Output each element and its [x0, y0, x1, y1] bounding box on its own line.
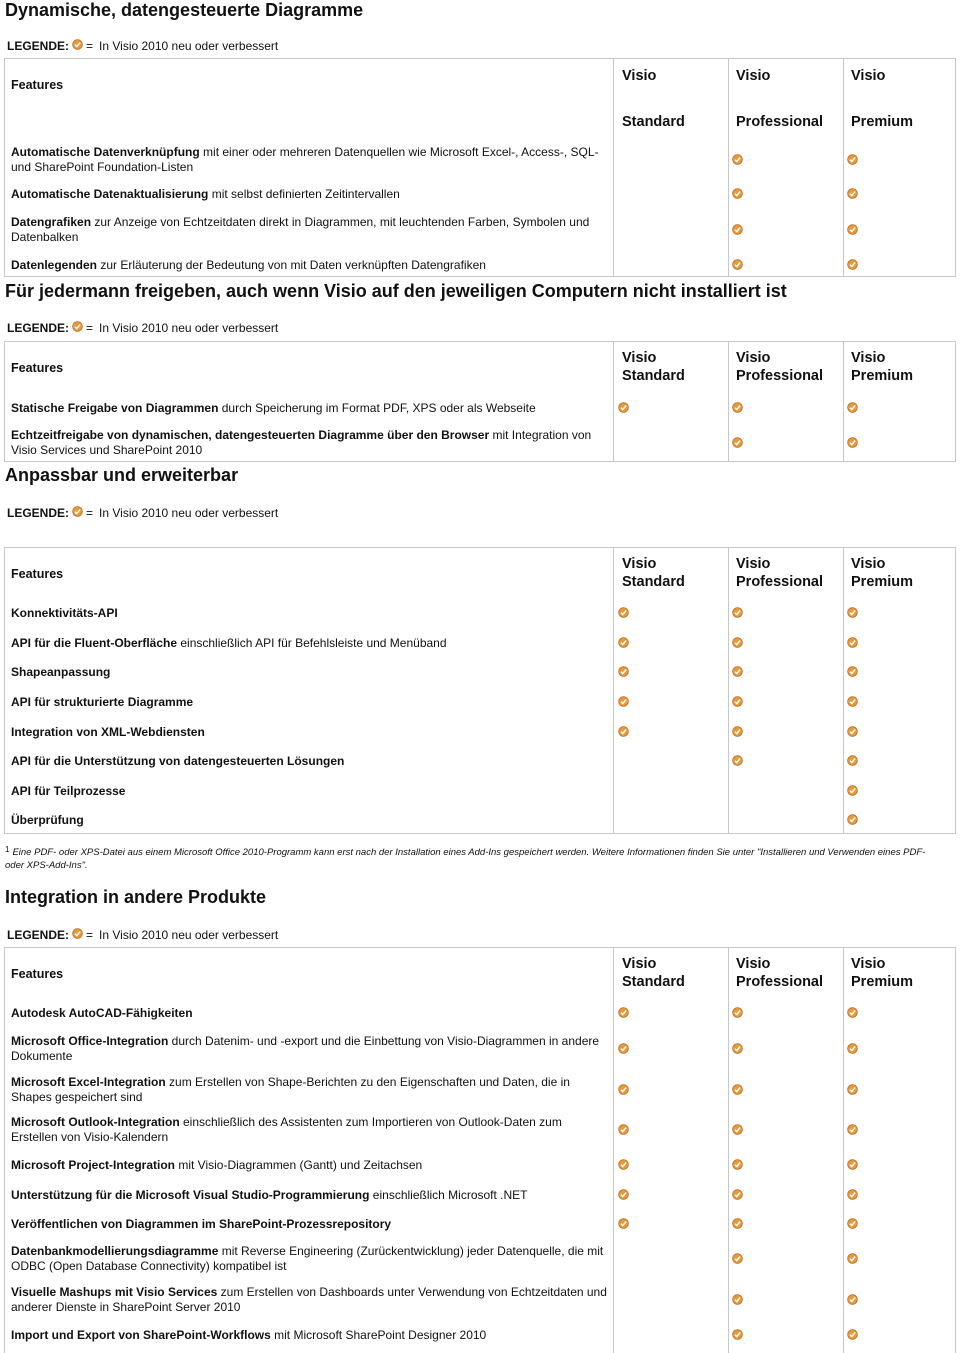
check-icon [618, 1084, 629, 1095]
check-icon [847, 259, 858, 270]
column-divider [728, 59, 729, 276]
check-icon [618, 607, 629, 618]
check-icon [847, 1084, 858, 1095]
check-icon [732, 259, 743, 270]
section-title: Anpassbar und erweiterbar [5, 465, 239, 485]
feature-description: einschließlich Microsoft .NET [369, 1188, 528, 1202]
check-icon [618, 1189, 629, 1200]
feature-name: Unterstützung für die Microsoft Visual Studio-Programmierung [11, 1188, 370, 1202]
legend-equals: = [86, 39, 94, 53]
feature-name: API für die Fluent-Oberfläche [11, 636, 178, 650]
check-icon [847, 726, 858, 737]
feature-row [11, 1158, 611, 1173]
header-standard: Visio Standard [622, 556, 685, 590]
feature-description: zum Erstellen von Shape-Berichten zu den Eigenschaften und Daten, die in Shapes gespeichert sind [11, 1075, 570, 1104]
check-icon [618, 1218, 629, 1229]
check-icon [618, 1043, 629, 1054]
check-icon [732, 154, 743, 165]
feature-description: mit einer oder mehreren Datenquellen wie Microsoft Excel-, Access-, SQL- und SharePoint Foundation-Listen [11, 145, 599, 174]
feature-row [11, 428, 611, 458]
legend-label: LEGENDE: [7, 39, 70, 53]
column-divider [843, 59, 844, 276]
check-icon [732, 1124, 743, 1135]
check-icon [732, 402, 743, 413]
check-icon [72, 928, 83, 942]
check-icon [732, 224, 743, 235]
check-icon [732, 755, 743, 766]
check-icon [847, 1294, 858, 1305]
footnote-number: 1 [5, 845, 10, 854]
check-icon [618, 1124, 629, 1135]
check-icon [732, 1043, 743, 1054]
features-header: Features [11, 361, 64, 375]
features-header: Features [11, 567, 64, 581]
check-icon [732, 188, 743, 199]
column-divider [843, 342, 844, 461]
check-icon [732, 696, 743, 707]
legend-label: LEGENDE: [7, 928, 70, 942]
feature-description: mit Integration von Visio Services und SharePoint 2010 [11, 428, 592, 457]
feature-name: Import und Export von SharePoint-Workflows [11, 1328, 271, 1342]
check-icon [732, 1294, 743, 1305]
feature-name: Microsoft Outlook-Integration [11, 1115, 180, 1129]
header-standard-line1: Visio [622, 68, 657, 84]
legend-label: LEGENDE: [7, 506, 70, 520]
feature-row [11, 1115, 611, 1145]
column-divider [728, 342, 729, 461]
header-premium: Visio Premium [851, 956, 914, 990]
feature-row [11, 145, 611, 175]
feature-row [11, 1006, 611, 1021]
feature-row [11, 606, 611, 621]
legend-text: In Visio 2010 neu oder verbessert [99, 321, 279, 335]
check-icon [847, 1253, 858, 1264]
footnote-text: Eine PDF- oder XPS-Datei aus einem Microsoft Office 2010-Programm kann erst nach der Installation eines Add-Ins gespeichert werden. Weitere Informationen finden Sie unter "Installieren und Verwenden eines PDF- oder XPS-Add-Ins". [5, 847, 926, 871]
feature-row [11, 1217, 611, 1232]
column-divider [613, 59, 614, 276]
feature-name: Integration von XML-Webdiensten [11, 725, 205, 739]
check-icon [847, 224, 858, 235]
feature-table [4, 547, 956, 834]
feature-name: Datenlegenden [11, 258, 98, 272]
feature-name: Microsoft Office-Integration [11, 1034, 169, 1048]
feature-description: einschließlich API für Befehlsleiste und Menüband [177, 636, 447, 650]
check-icon [618, 696, 629, 707]
check-icon [618, 1159, 629, 1170]
check-icon [732, 1189, 743, 1200]
footnote [5, 846, 945, 872]
check-icon [847, 814, 858, 825]
feature-row [11, 1285, 611, 1315]
feature-description: zur Erläuterung der Bedeutung von mit Daten verknüpften Datengrafiken [97, 258, 486, 272]
legend-equals: = [86, 928, 94, 942]
check-icon [847, 607, 858, 618]
feature-name: Shapeanpassung [11, 665, 111, 679]
header-professional: Visio Professional [736, 350, 824, 384]
feature-description: mit Microsoft SharePoint Designer 2010 [270, 1328, 487, 1342]
feature-row [11, 1188, 611, 1203]
feature-row [11, 754, 611, 769]
feature-description: durch Datenim- und -export und die Einbettung von Visio-Diagrammen in andere Dokumente [11, 1034, 600, 1063]
feature-row [11, 813, 611, 828]
check-icon [847, 154, 858, 165]
check-icon [847, 1329, 858, 1340]
check-icon [732, 1159, 743, 1170]
feature-name: API für die Unterstützung von datengesteuerten Lösungen [11, 754, 345, 768]
check-icon [732, 637, 743, 648]
check-icon [847, 1218, 858, 1229]
check-icon [847, 1043, 858, 1054]
check-icon [847, 1189, 858, 1200]
feature-row [11, 665, 611, 680]
header-premium: Visio Premium [851, 350, 914, 384]
check-icon [732, 666, 743, 677]
check-icon [847, 1007, 858, 1018]
feature-row [11, 695, 611, 710]
feature-name: Datengrafiken [11, 215, 92, 229]
check-icon [732, 437, 743, 448]
legend-text: In Visio 2010 neu oder verbessert [99, 928, 279, 942]
check-icon [618, 637, 629, 648]
feature-name: API für strukturierte Diagramme [11, 695, 194, 709]
feature-table [4, 58, 956, 277]
feature-name: Automatische Datenverknüpfung [11, 145, 200, 159]
header-premium-line1: Visio [851, 68, 886, 84]
section-title: Integration in andere Produkte [5, 887, 267, 907]
feature-row [11, 1034, 611, 1064]
feature-row [11, 258, 611, 273]
legend [7, 506, 278, 520]
feature-row [11, 636, 611, 651]
check-icon [847, 437, 858, 448]
check-icon [847, 637, 858, 648]
check-icon [732, 1218, 743, 1229]
feature-name: Echtzeitfreigabe von dynamischen, datengesteuerten Diagramme über den Browser [11, 428, 490, 442]
check-icon [847, 755, 858, 766]
feature-name: Veröffentlichen von Diagrammen im SharePoint-Prozessrepository [11, 1217, 392, 1231]
feature-description: einschließlich des Assistenten zum Importieren von Outlook-Daten zum Erstellen von Visio-Kalendern [11, 1115, 562, 1144]
check-icon [847, 696, 858, 707]
section-title: Dynamische, datengesteuerte Diagramme [5, 0, 364, 20]
check-icon [732, 1253, 743, 1264]
legend-equals: = [86, 506, 94, 520]
legend-text: In Visio 2010 neu oder verbessert [99, 506, 279, 520]
feature-row [11, 401, 611, 416]
check-icon [847, 1124, 858, 1135]
column-divider [728, 948, 729, 1353]
feature-description: durch Speicherung im Format PDF, XPS oder als Webseite [218, 401, 536, 415]
feature-name: Überprüfung [11, 813, 84, 827]
feature-description: mit Reverse Engineering (Zurückentwicklung) jeder Datenquelle, die mit ODBC (Open Database Connectivity) kompatibel ist [11, 1244, 604, 1273]
check-icon [72, 321, 83, 335]
feature-row [11, 187, 611, 202]
feature-row [11, 1328, 611, 1343]
header-professional-line2: Professional [736, 114, 824, 130]
check-icon [732, 726, 743, 737]
header-standard-line2: Standard [622, 114, 685, 130]
check-icon [732, 1329, 743, 1340]
check-icon [618, 726, 629, 737]
header-professional: Visio Professional [736, 556, 824, 590]
feature-description: mit Visio-Diagrammen (Gantt) und Zeitachsen [175, 1158, 423, 1172]
check-icon [847, 188, 858, 199]
feature-name: Statische Freigabe von Diagrammen [11, 401, 219, 415]
section-title: Für jedermann freigeben, auch wenn Visio auf den jeweiligen Computern nicht installiert ist [5, 281, 787, 301]
check-icon [847, 666, 858, 677]
feature-row [11, 725, 611, 740]
header-standard: Visio Standard [622, 956, 685, 990]
check-icon [847, 1159, 858, 1170]
feature-name: Konnektivitäts-API [11, 606, 118, 620]
feature-name: Visuelle Mashups mit Visio Services [11, 1285, 218, 1299]
feature-name: API für Teilprozesse [11, 784, 126, 798]
feature-name: Microsoft Project-Integration [11, 1158, 176, 1172]
check-icon [732, 1007, 743, 1018]
feature-description: zur Anzeige von Echtzeitdaten direkt in Diagrammen, mit leuchtenden Farben, Symbolen und Datenbalken [11, 215, 590, 244]
column-divider [728, 548, 729, 833]
feature-description: zum Erstellen von Dashboards unter Verwendung von Echtzeitdaten und anderer Dienste in SharePoint Server 2010 [11, 1285, 607, 1314]
column-divider [613, 342, 614, 461]
feature-row [11, 215, 611, 245]
check-icon [618, 666, 629, 677]
legend [7, 321, 278, 335]
column-divider [613, 548, 614, 833]
check-icon [618, 402, 629, 413]
feature-name: Autodesk AutoCAD-Fähigkeiten [11, 1006, 193, 1020]
header-standard: Visio Standard [622, 350, 685, 384]
feature-row [11, 1244, 611, 1274]
feature-row [11, 1075, 611, 1105]
legend [7, 928, 278, 942]
check-icon [72, 506, 83, 520]
legend-label: LEGENDE: [7, 321, 70, 335]
feature-row [11, 784, 611, 799]
header-premium: Visio Premium [851, 556, 914, 590]
legend-equals: = [86, 321, 94, 335]
feature-description: mit selbst definierten Zeitintervallen [208, 187, 400, 201]
legend [7, 39, 278, 53]
feature-name: Microsoft Excel-Integration [11, 1075, 166, 1089]
check-icon [618, 1007, 629, 1018]
check-icon [732, 607, 743, 618]
legend-text: In Visio 2010 neu oder verbessert [99, 39, 279, 53]
check-icon [72, 39, 83, 53]
feature-name: Automatische Datenaktualisierung [11, 187, 209, 201]
feature-name: Datenbankmodellierungsdiagramme [11, 1244, 219, 1258]
check-icon [847, 785, 858, 796]
features-header: Features [11, 967, 64, 981]
column-divider [843, 948, 844, 1353]
check-icon [732, 1084, 743, 1095]
feature-table [4, 947, 956, 1353]
header-professional: Visio Professional [736, 956, 824, 990]
header-professional-line1: Visio [736, 68, 771, 84]
header-premium-line2: Premium [851, 114, 914, 130]
check-icon [847, 402, 858, 413]
column-divider [843, 548, 844, 833]
column-divider [613, 948, 614, 1353]
features-header: Features [11, 78, 64, 92]
feature-table [4, 341, 956, 462]
